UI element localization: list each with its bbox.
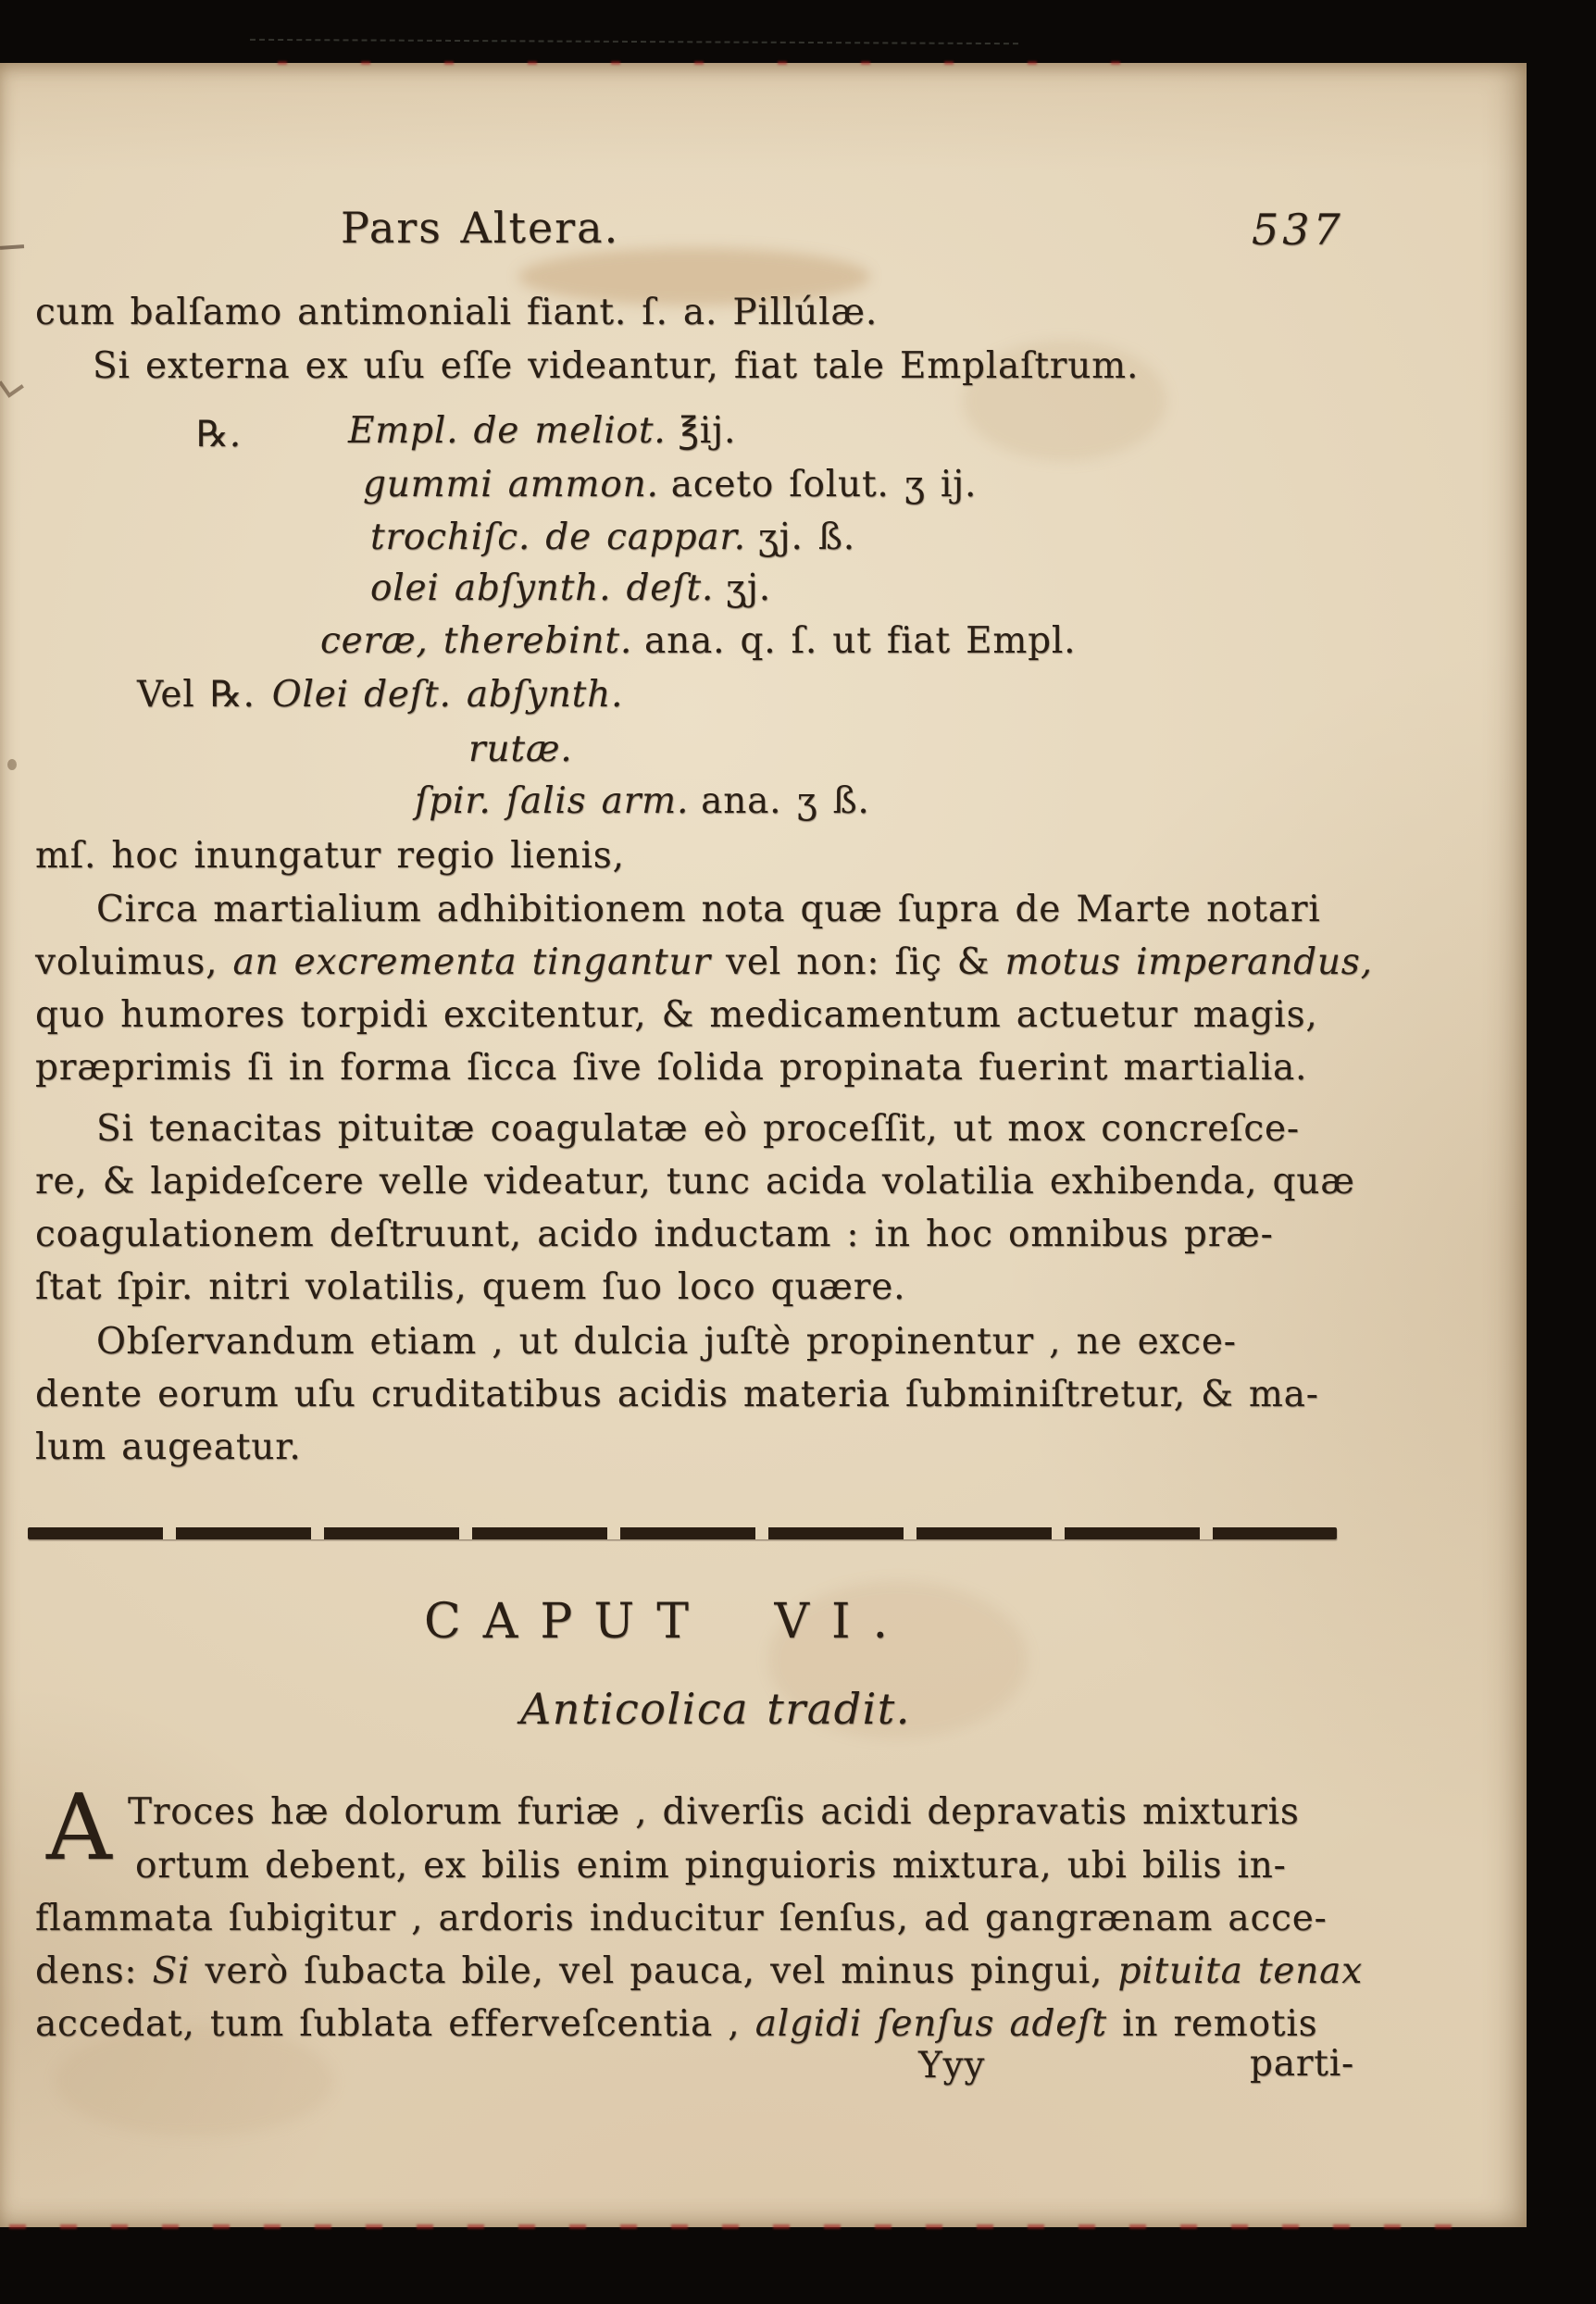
text-segment: vel non: ſiç & [710, 941, 1005, 983]
text-segment: voluimus, [35, 941, 233, 983]
vel-rx-symbol: Vel ℞. [137, 674, 256, 716]
paragraph-line: quo humores torpidi excitentur, & medicamentum actuetur magis, [35, 994, 1318, 1036]
recipe-line [370, 567, 771, 612]
running-title: Pars Altera. [341, 203, 620, 253]
fore-edge-red-speckles [9, 2224, 1475, 2229]
paragraph-line [35, 2002, 1317, 2048]
text-segment-italic: an excrementa tingantur [232, 941, 711, 983]
ingredient-quantity: ana. ʒ ß. [701, 780, 870, 822]
paragraph-line: re, & lapideſcere velle videatur, tunc acida volatilia exhibenda, quæ [35, 1161, 1355, 1202]
text-segment: dens: [35, 1950, 153, 1992]
paragraph-line: Obſervandum etiam , ut dulcia juſtè propinentur , ne exce- [96, 1321, 1237, 1363]
text-segment: in remotis [1106, 2003, 1318, 2045]
gathering-signature: Yyy [918, 2045, 986, 2086]
ink-margin-mark [0, 372, 24, 398]
recipe-line [348, 409, 736, 455]
ingredient-quantity: ʒj. ß. [757, 517, 855, 558]
paragraph-line [35, 940, 1373, 986]
recipe-line [363, 463, 977, 508]
ingredient-quantity: aceto ſolut. ʒ ij. [670, 464, 978, 505]
intro-line-1: cum balſamo antimoniali fiant. ſ. a. Pillúlæ. [35, 292, 879, 333]
text-segment-italic: pituita tenax [1117, 1950, 1364, 1992]
paragraph-line: flammata ſubigitur , ardoris inducitur ſenſus, ad gangrænam acce- [35, 1898, 1328, 1939]
paragraph-line: ortum debent, ex bilis enim pinguioris mixtura, ubi bilis in- [135, 1845, 1287, 1887]
section-divider-rule [28, 1527, 1337, 1539]
paragraph-line: dente eorum uſu cruditatibus acidis materia ſubminiſtretur, & ma- [35, 1374, 1319, 1415]
ingredient-quantity: ana. q. ſ. ut fiat Empl. [644, 620, 1077, 662]
ingredient-quantity: ʒj. [726, 567, 771, 609]
paragraph-line: coagulationem deſtruunt, acido inductam : in hoc omnibus præ- [35, 1214, 1274, 1255]
paragraph-line: Si tenacitas pituitæ coagulatæ eò proceſſit, ut mox concreſce- [96, 1108, 1300, 1150]
ink-margin-mark [7, 759, 17, 770]
recipe-line [137, 673, 623, 718]
chapter-subtitle: Anticolica tradit. [520, 1684, 911, 1734]
paragraph-line: præprimis ſi in forma ſicca ſive ſolida propinata fuerint martialia. [35, 1047, 1308, 1089]
ink-margin-mark [0, 244, 24, 250]
ingredient-name: ſpir. ſalis arm. [415, 780, 690, 822]
ingredient-name: Olei deſt. abſynth. [271, 674, 624, 716]
ingredient-name: ceræ, therebint. [320, 620, 633, 662]
paragraph-line: Troces hæ dolorum furiæ , diverſis acidi depravatis mixturis [128, 1791, 1300, 1833]
text-segment: accedat, tum ſublata efferveſcentia , [35, 2003, 755, 2045]
ingredient-name: rutæ. [468, 729, 573, 770]
ingredient-quantity: ℥ij. [678, 410, 737, 452]
text-segment-italic: motus imperandus, [1004, 941, 1373, 983]
rx-symbol: ℞. [196, 414, 242, 455]
ingredient-name: trochiſc. de cappar. [370, 517, 746, 558]
recipe-note: mſ. hoc inungatur regio lienis, [35, 835, 625, 877]
page-number: 537 [1252, 205, 1344, 255]
paragraph-line: lum augeatur. [35, 1426, 302, 1468]
ingredient-name: gummi ammon. [363, 464, 659, 505]
recipe-line [370, 516, 855, 561]
text-segment-italic: algidi ſenſus adeſt [754, 2003, 1107, 2045]
text-segment: verò ſubacta bile, vel pauca, vel minus pingui, [190, 1950, 1118, 1992]
binding-stitch-line [250, 39, 1018, 44]
drop-cap: A [46, 1775, 113, 1881]
chapter-heading: CAPUT VI. [424, 1594, 911, 1650]
paragraph-line: ſtat ſpir. nitri volatilis, quem ſuo loco quære. [35, 1266, 906, 1308]
ingredient-name: olei abſynth. deſt. [370, 567, 715, 609]
recipe-line [320, 619, 1076, 665]
recipe-line [415, 779, 870, 825]
intro-line-2: Si externa ex uſu eſſe videantur, fiat tale Emplaſtrum. [93, 345, 1140, 387]
paragraph-line: Circa martialium adhibitionem nota quæ ſupra de Marte notari [96, 889, 1321, 930]
ingredient-name: Empl. de meliot. [348, 410, 667, 452]
paragraph-line [35, 1949, 1363, 1995]
catchword: parti- [1250, 2043, 1354, 2085]
fore-edge-red-speckles [278, 61, 1193, 65]
text-segment-italic: Si [152, 1950, 191, 1992]
